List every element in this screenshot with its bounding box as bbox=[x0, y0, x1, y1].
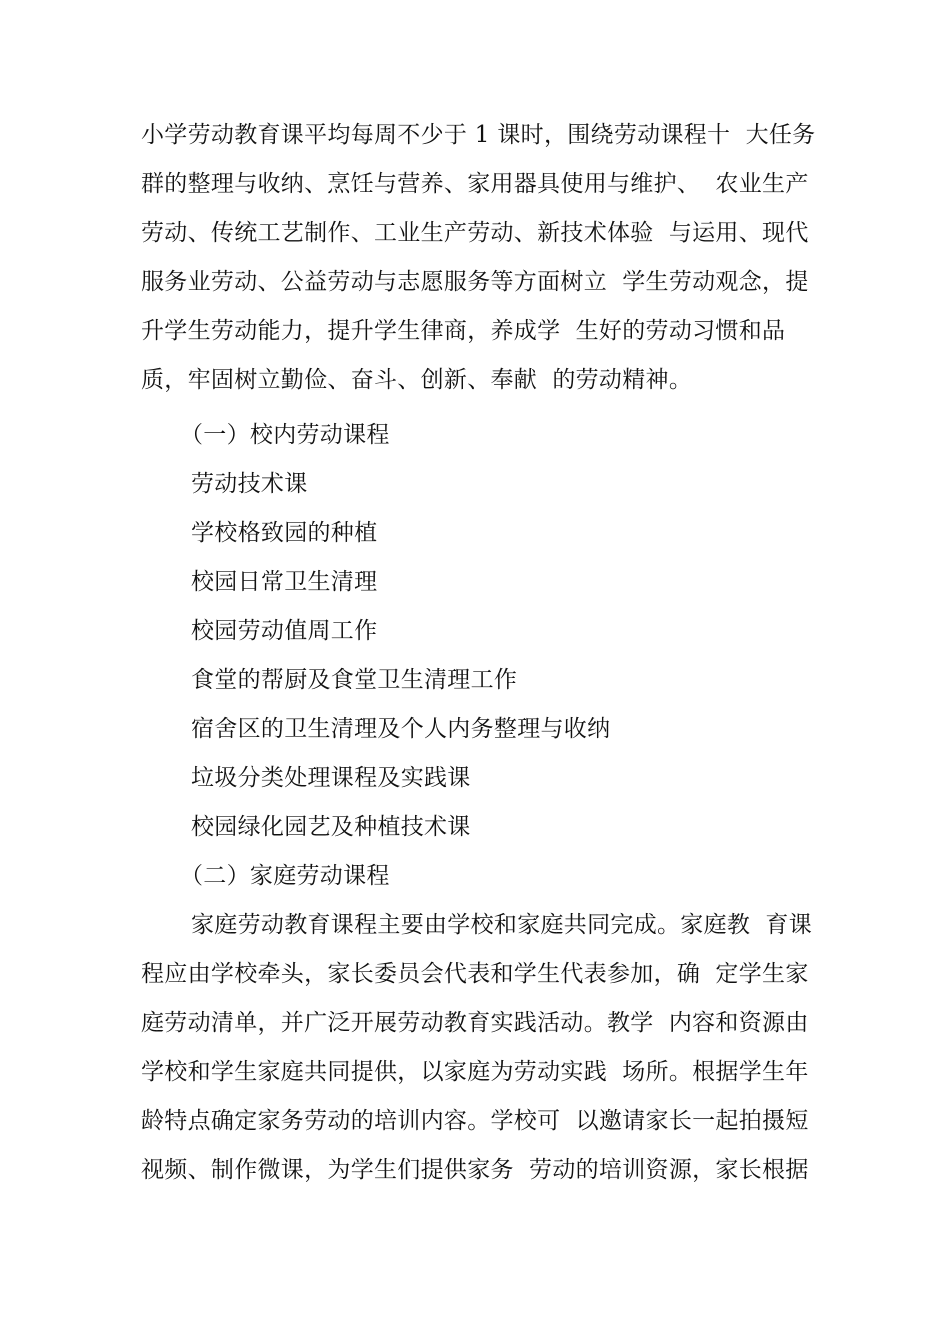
paragraph-line: 群的整理与收纳、烹饪与营养、家用器具使用与维护、 农业生产 bbox=[141, 171, 809, 197]
list-item: 食堂的帮厨及食堂卫生清理工作 bbox=[191, 667, 518, 693]
paragraph-line: 服务业劳动、公益劳动与志愿服务等方面树立 学生劳动观念，提 bbox=[141, 269, 809, 295]
list-item: 宿舍区的卫生清理及个人内务整理与收纳 bbox=[191, 716, 611, 742]
list-item: 劳动技术课 bbox=[191, 471, 308, 497]
list-item: 校园劳动值周工作 bbox=[191, 618, 378, 644]
list-item: 垃圾分类处理课程及实践课 bbox=[191, 765, 471, 791]
paragraph-line: 劳动、传统工艺制作、工业生产劳动、新技术体验 与运用、现代 bbox=[141, 220, 809, 246]
list-item: 校园日常卫生清理 bbox=[191, 569, 378, 595]
paragraph-line: 家庭劳动教育课程主要由学校和家庭共同完成。家庭教 育课 bbox=[191, 912, 813, 938]
paragraph-line: 龄特点确定家务劳动的培训内容。学校可 以邀请家长一起拍摄短 bbox=[141, 1108, 809, 1134]
paragraph-line: 小学劳动教育课平均每周不少于 1 课时，围绕劳动课程十 大任务 bbox=[141, 122, 816, 148]
paragraph-line: 程应由学校牵头，家长委员会代表和学生代表参加，确 定学生家 bbox=[141, 961, 809, 987]
list-item: 校园绿化园艺及种植技术课 bbox=[191, 814, 471, 840]
paragraph-line: 学校和学生家庭共同提供，以家庭为劳动实践 场所。根据学生年 bbox=[141, 1059, 809, 1085]
list-item: 学校格致园的种植 bbox=[191, 520, 378, 546]
paragraph-line: 庭劳动清单，并广泛开展劳动教育实践活动。教学 内容和资源由 bbox=[141, 1010, 809, 1036]
paragraph-line: 质，牢固树立勤俭、奋斗、创新、奉献 的劳动精神。 bbox=[141, 367, 693, 393]
paragraph-line: 升学生劳动能力，提升学生律商，养成学 生好的劳动习惯和品 bbox=[141, 318, 786, 344]
section-heading-family: （二）家庭劳动课程 bbox=[180, 863, 390, 889]
paragraph-line: 视频、制作微课，为学生们提供家务 劳动的培训资源，家长根据 bbox=[141, 1157, 809, 1183]
section-heading-school: （一）校内劳动课程 bbox=[180, 422, 390, 448]
